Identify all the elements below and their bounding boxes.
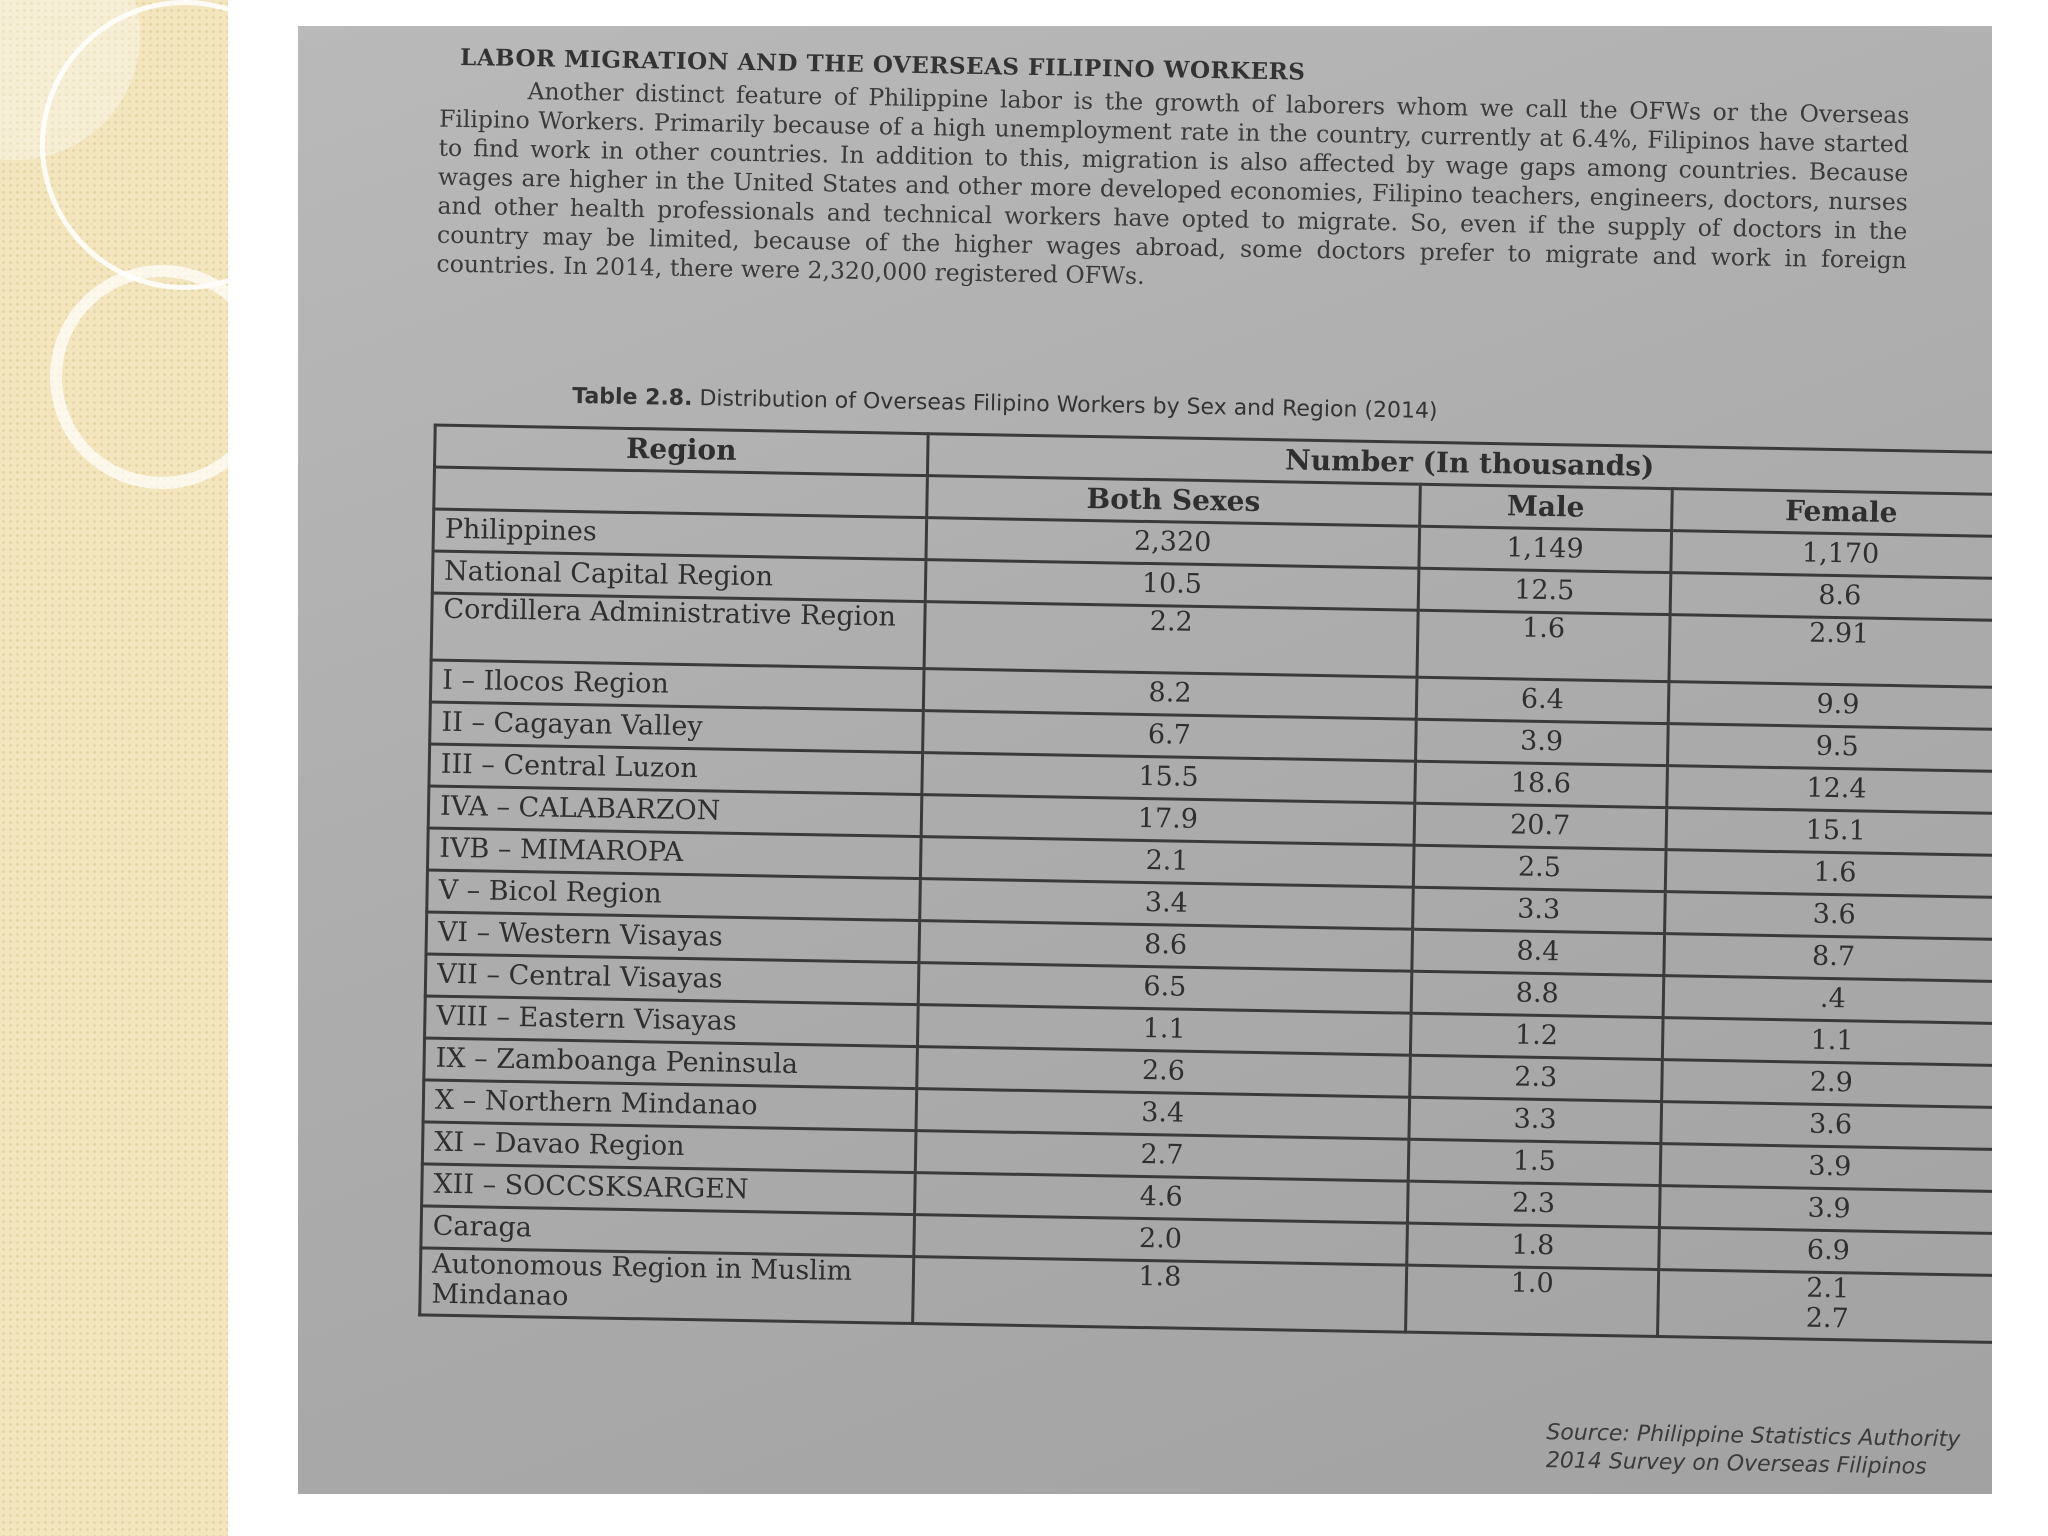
cell-region: VIII – Eastern Visayas	[425, 996, 919, 1047]
cell-region: IVB – MIMAROPA	[427, 828, 921, 879]
cell-female: 1.1	[1662, 1018, 1992, 1066]
cell-male: 2.3	[1409, 1055, 1662, 1101]
cell-male: 3.3	[1412, 887, 1665, 933]
section-heading: LABOR MIGRATION AND THE OVERSEAS FILIPINO WORKERS	[459, 43, 1306, 86]
cell-male: 6.4	[1416, 677, 1669, 723]
cell-female: 8.6	[1670, 573, 1992, 621]
cell-female: 2.91	[1669, 615, 1992, 688]
cell-male: 3.3	[1409, 1097, 1662, 1143]
cell-female-extra-value: 2.7	[1805, 1302, 1849, 1335]
cell-region: IX – Zamboanga Peninsula	[424, 1038, 918, 1089]
source-line-2: 2014 Survey on Overseas Filipinos	[1545, 1448, 1927, 1480]
cell-male: 1.0	[1405, 1265, 1658, 1336]
cell-both-sexes: 3.4	[920, 879, 1413, 930]
cell-both-sexes: 2,320	[926, 518, 1419, 569]
cell-region: IVA – CALABARZON	[428, 786, 922, 837]
cell-male: 8.8	[1411, 971, 1664, 1017]
header-both-sexes: Both Sexes	[927, 476, 1420, 527]
book-page-photo	[298, 26, 1992, 1494]
cell-female: 3.9	[1659, 1186, 1992, 1234]
cell-female: 3.6	[1664, 892, 1992, 940]
cell-female: 6.9	[1658, 1228, 1992, 1276]
cell-male: 1,149	[1419, 526, 1672, 572]
cell-female: 3.6	[1661, 1102, 1992, 1150]
cell-region: Cordillera Administrative Region	[431, 593, 925, 669]
cell-female-value: 2.1	[1806, 1272, 1850, 1305]
cell-both-sexes: 15.5	[922, 753, 1415, 804]
cell-region: V – Bicol Region	[427, 870, 921, 921]
cell-region: VI – Western Visayas	[426, 912, 920, 963]
cell-region: National Capital Region	[432, 551, 926, 602]
book-page	[298, 26, 1992, 1494]
cell-male: 12.5	[1418, 568, 1671, 614]
cell-male: 1.5	[1408, 1139, 1661, 1185]
cell-male: 18.6	[1415, 761, 1668, 807]
cell-both-sexes: 1.8	[913, 1257, 1407, 1333]
cell-region: II – Cagayan Valley	[430, 702, 924, 753]
cell-male: 20.7	[1414, 803, 1667, 849]
cell-female: 2.9	[1661, 1060, 1992, 1108]
cell-female: 9.9	[1668, 682, 1992, 730]
cell-female: .4	[1663, 976, 1992, 1024]
cell-male: 1.2	[1410, 1013, 1663, 1059]
cell-both-sexes: 2.1	[920, 837, 1413, 888]
cell-both-sexes: 2.0	[914, 1215, 1407, 1266]
cell-region: Caraga	[421, 1206, 915, 1257]
cell-region: Philippines	[433, 509, 927, 560]
cell-both-sexes: 8.6	[919, 921, 1412, 972]
cell-both-sexes: 2.7	[915, 1131, 1408, 1182]
cell-region: X – Northern Mindanao	[423, 1080, 917, 1131]
cell-both-sexes: 2.2	[924, 602, 1418, 678]
table-caption-label: Table 2.8.	[572, 383, 693, 412]
cell-male: 2.3	[1407, 1181, 1660, 1227]
body-paragraph: Another distinct feature of Philippine labor is the growth of laborers whom we call the OFWs or the Overseas Filipino Workers. Primarily because of a high unemployment rate in the country, currently at 6.4%, Filipinos have started to find work in other countries. In addition to this, migration is also affected by wage gaps among countries. Because wages are higher in the United States and other more developed economies, Filipino teachers, engineers, doctors, nurses and other health professionals and technical workers have opted to migrate. So, even if the supply of doctors in the country may be limited, because of the higher wages abroad, some doctors prefer to migrate and work in foreign countries. In 2014, there were 2,320,000 registered OFWs.	[436, 77, 1910, 290]
cell-female: 8.7	[1664, 934, 1992, 982]
cell-male: 2.5	[1413, 845, 1666, 891]
cell-female: 1.6	[1665, 850, 1992, 898]
cell-both-sexes: 6.5	[918, 963, 1411, 1014]
table-caption	[572, 384, 1438, 424]
cell-region: VII – Central Visayas	[425, 954, 919, 1005]
source-line-1: Source: Philippine Statistics Authority	[1546, 1420, 1961, 1453]
cell-both-sexes: 8.2	[923, 669, 1416, 720]
cell-both-sexes: 10.5	[925, 560, 1418, 611]
header-female: Female	[1671, 489, 1992, 537]
cell-both-sexes: 2.6	[917, 1047, 1410, 1098]
cell-female: 12.4	[1667, 766, 1992, 814]
cell-both-sexes: 1.1	[917, 1005, 1410, 1056]
table-caption-text: Distribution of Overseas Filipino Workers by Sex and Region (2014)	[699, 386, 1438, 425]
table-source	[1546, 1419, 1961, 1482]
cell-female: 1,170	[1671, 531, 1992, 579]
cell-region: XII – SOCCSKSARGEN	[422, 1164, 916, 1215]
cell-female: 15.1	[1666, 808, 1992, 856]
header-male: Male	[1419, 484, 1672, 530]
cell-region: XI – Davao Region	[422, 1122, 916, 1173]
ofw-distribution-table	[418, 424, 1992, 1344]
decorative-side-strip	[0, 0, 228, 1536]
cell-region: III – Central Luzon	[429, 744, 923, 795]
decorative-ring-small	[50, 265, 228, 489]
cell-region: Autonomous Region in Muslim Mindanao	[420, 1248, 914, 1324]
cell-female: 9.5	[1667, 724, 1992, 772]
cell-female: 3.9	[1660, 1144, 1992, 1192]
cell-both-sexes: 3.4	[916, 1089, 1409, 1140]
cell-male: 3.9	[1415, 719, 1668, 765]
cell-male: 1.6	[1417, 610, 1670, 681]
header-number: Number (In thousands)	[927, 434, 1992, 495]
cell-both-sexes: 4.6	[915, 1173, 1408, 1224]
cell-both-sexes: 6.7	[923, 711, 1416, 762]
table-body	[420, 509, 1992, 1342]
header-region: Region	[435, 425, 929, 476]
cell-male: 8.4	[1412, 929, 1665, 975]
cell-female	[1657, 1270, 1992, 1343]
cell-region: I – Ilocos Region	[430, 660, 924, 711]
cell-male: 1.8	[1406, 1223, 1659, 1269]
cell-both-sexes: 17.9	[921, 795, 1414, 846]
